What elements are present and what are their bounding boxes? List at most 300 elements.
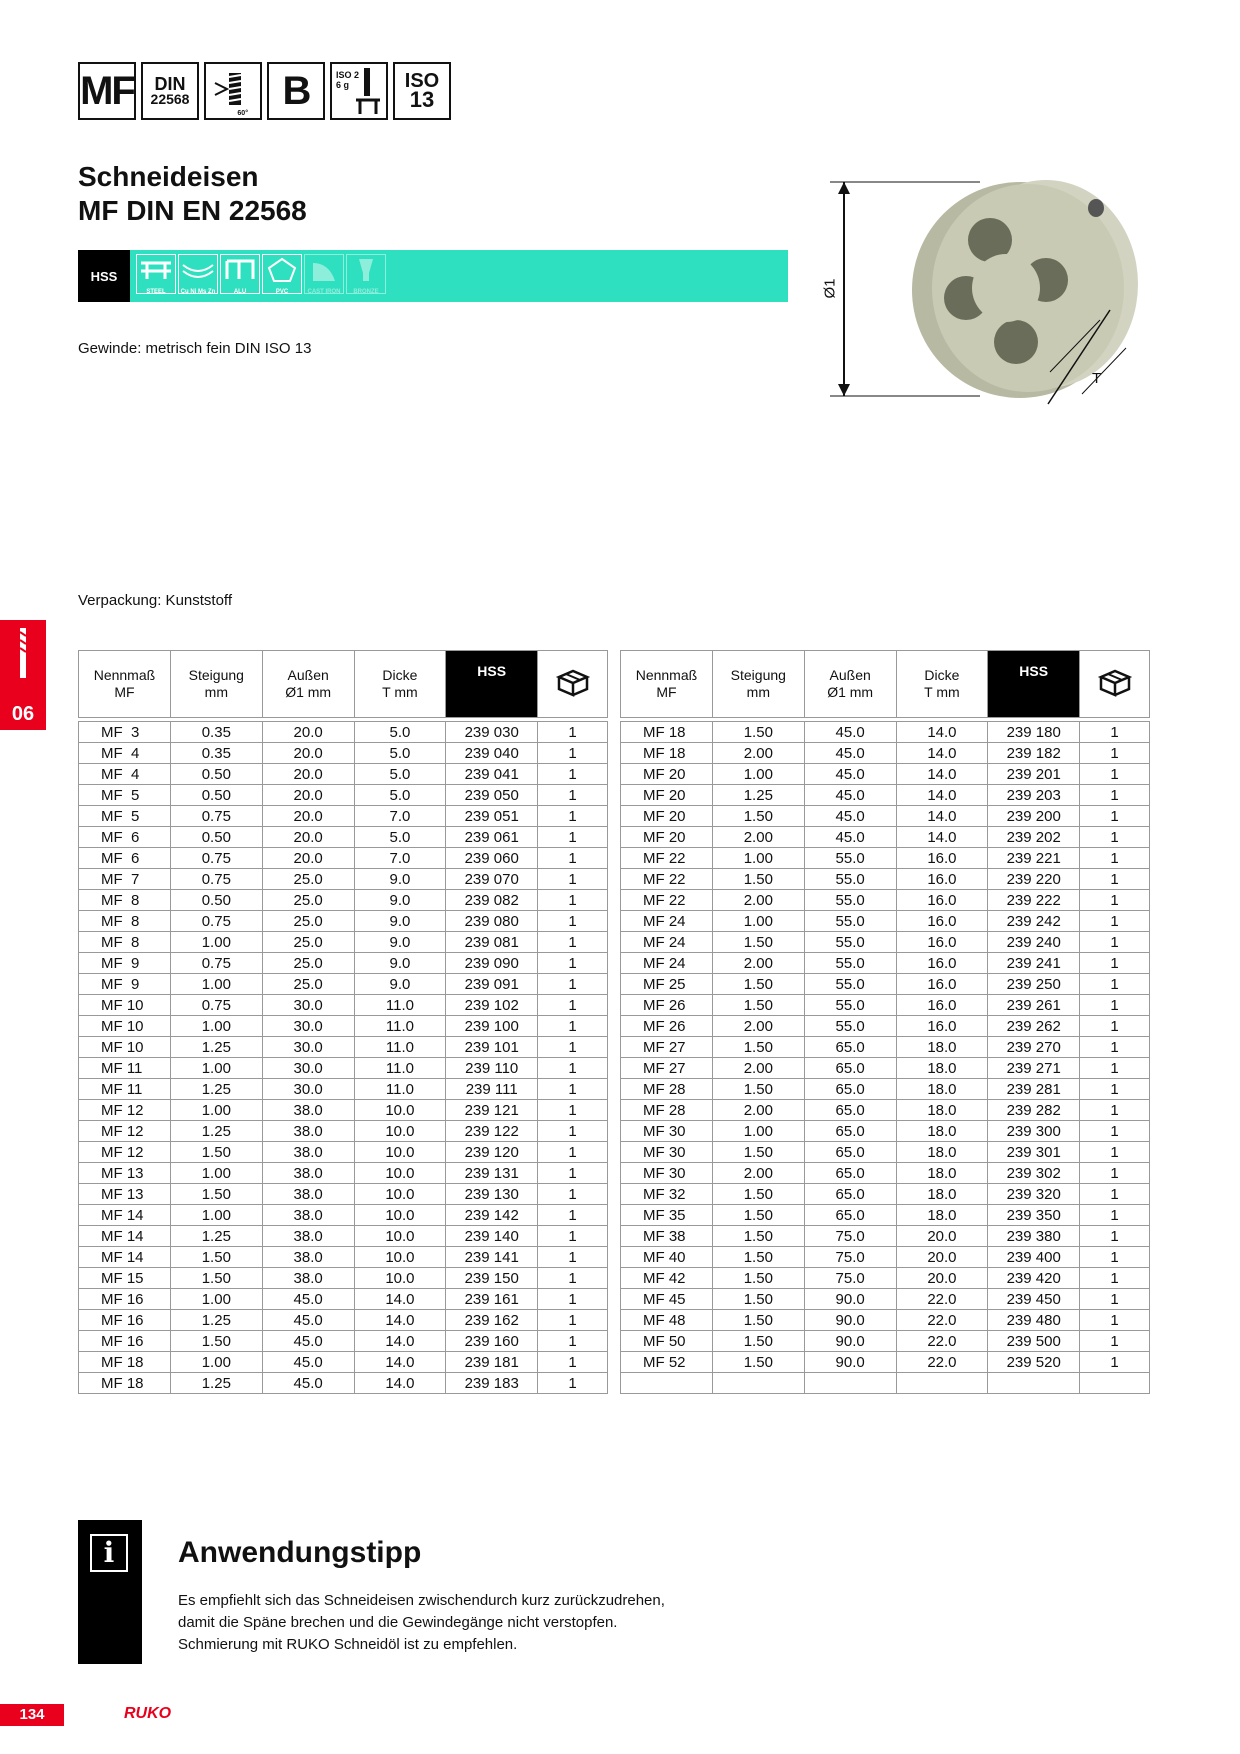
col-aussen: Außen Ø1 mm <box>804 651 896 718</box>
table-row <box>79 1268 608 1289</box>
cell-dicke: 20.0 <box>896 1247 988 1268</box>
cell-nennmass: MF 20 <box>621 764 713 785</box>
cell-aussen: 65.0 <box>804 1142 896 1163</box>
diameter-label: Ø1 <box>821 278 839 299</box>
cell-nennmass: MF 12 <box>79 1100 171 1121</box>
cell-nennmass: MF 28 <box>621 1079 713 1100</box>
cell-dicke: 18.0 <box>896 1058 988 1079</box>
cell-quantity: 1 <box>1080 1100 1150 1121</box>
cell-steigung: 1.50 <box>712 1289 804 1310</box>
material-label: Cu Ni Ms Zn <box>180 289 216 295</box>
table-row <box>79 827 608 848</box>
cell-nennmass: MF 11 <box>79 1079 171 1100</box>
cell-nennmass: MF 30 <box>621 1142 713 1163</box>
cell-quantity: 1 <box>538 974 608 995</box>
table-row <box>79 806 608 827</box>
cell-dicke: 16.0 <box>896 1016 988 1037</box>
cell-quantity: 1 <box>538 1352 608 1373</box>
col-dicke: Dicke T mm <box>354 651 446 718</box>
material-label: ALU <box>233 289 247 295</box>
cell-dicke: 10.0 <box>354 1205 446 1226</box>
cell-steigung: 1.50 <box>712 722 804 743</box>
cell-article: 239 030 <box>446 722 538 743</box>
cell-aussen: 25.0 <box>262 890 354 911</box>
cell-nennmass: MF 38 <box>621 1226 713 1247</box>
cell-dicke: 18.0 <box>896 1121 988 1142</box>
cell-steigung: 0.35 <box>170 743 262 764</box>
table-row <box>79 1100 608 1121</box>
packaging-info: Verpackung: Kunststoff <box>78 592 232 609</box>
cell-quantity: 1 <box>538 1205 608 1226</box>
table-row <box>79 974 608 995</box>
cell-quantity: 1 <box>1080 1310 1150 1331</box>
cell-article: 239 060 <box>446 848 538 869</box>
cell-steigung: 0.50 <box>170 785 262 806</box>
cell-aussen: 38.0 <box>262 1205 354 1226</box>
thickness-label: T <box>1092 370 1102 387</box>
cell-nennmass: MF 10 <box>79 1037 171 1058</box>
cell-steigung: 1.25 <box>170 1121 262 1142</box>
cell-steigung: 2.00 <box>712 1100 804 1121</box>
cell-nennmass: MF 18 <box>79 1352 171 1373</box>
cell-quantity: 1 <box>538 1079 608 1100</box>
cell-steigung: 1.50 <box>712 1226 804 1247</box>
cell-article: 239 300 <box>988 1121 1080 1142</box>
table-row <box>79 1226 608 1247</box>
cell-article: 239 142 <box>446 1205 538 1226</box>
cell-quantity: 1 <box>538 953 608 974</box>
material-band <box>78 250 788 302</box>
section-number: 06 <box>11 703 35 725</box>
col-steigung: Steigung mm <box>712 651 804 718</box>
cell-dicke: 9.0 <box>354 869 446 890</box>
cell-dicke: 18.0 <box>896 1100 988 1121</box>
cell-nennmass: MF 16 <box>79 1331 171 1352</box>
brand-logo: RUKO <box>124 1705 172 1722</box>
table-row <box>79 848 608 869</box>
cell-quantity: 1 <box>538 806 608 827</box>
cell-aussen: 38.0 <box>262 1163 354 1184</box>
cell-dicke: 14.0 <box>896 722 988 743</box>
cell-dicke: 11.0 <box>354 1079 446 1100</box>
din-bottom: 22568 <box>150 91 190 107</box>
cell-dicke: 18.0 <box>896 1037 988 1058</box>
page-title <box>78 160 307 228</box>
cell-dicke: 5.0 <box>354 827 446 848</box>
cell-quantity: 1 <box>538 890 608 911</box>
cell-nennmass: MF 3 <box>79 722 171 743</box>
cell-quantity: 1 <box>1080 1142 1150 1163</box>
cell-article: 239 520 <box>988 1352 1080 1373</box>
cell-article: 239 122 <box>446 1121 538 1142</box>
cell-aussen: 45.0 <box>804 764 896 785</box>
cell-aussen: 90.0 <box>804 1289 896 1310</box>
cell-steigung: 1.00 <box>170 1352 262 1373</box>
cell-aussen: 55.0 <box>804 1016 896 1037</box>
cell-dicke: 16.0 <box>896 932 988 953</box>
cell-quantity: 1 <box>1080 1184 1150 1205</box>
cell-dicke: 22.0 <box>896 1289 988 1310</box>
cell-steigung: 1.00 <box>170 1163 262 1184</box>
cell-nennmass: MF 8 <box>79 932 171 953</box>
cell-aussen: 45.0 <box>262 1310 354 1331</box>
thread-angle-badge <box>204 62 262 120</box>
cell-aussen: 65.0 <box>804 1205 896 1226</box>
cell-nennmass: MF 27 <box>621 1058 713 1079</box>
cell-steigung: 1.50 <box>712 1142 804 1163</box>
cell-quantity: 1 <box>538 722 608 743</box>
table-row <box>621 1205 1150 1226</box>
material-label: BRONZE <box>353 289 379 295</box>
cell-steigung: 2.00 <box>712 953 804 974</box>
cell-article: 239 271 <box>988 1058 1080 1079</box>
cell-dicke: 14.0 <box>354 1331 446 1352</box>
cell-nennmass: MF 4 <box>79 764 171 785</box>
cell-steigung <box>712 1373 804 1394</box>
cell-quantity: 1 <box>1080 1352 1150 1373</box>
cell-article: 239 203 <box>988 785 1080 806</box>
tol-bottom: 6 g <box>336 80 350 90</box>
cell-nennmass: MF 25 <box>621 974 713 995</box>
cell-nennmass: MF 13 <box>79 1184 171 1205</box>
cell-quantity: 1 <box>538 1268 608 1289</box>
cell-steigung: 1.00 <box>712 1121 804 1142</box>
cell-nennmass: MF 8 <box>79 890 171 911</box>
cell-aussen: 55.0 <box>804 995 896 1016</box>
bronze-icon <box>347 255 385 285</box>
material-label: CAST IRON <box>307 289 341 295</box>
angle-label: 60° <box>237 110 248 117</box>
cell-nennmass: MF 24 <box>621 911 713 932</box>
table-row <box>621 1163 1150 1184</box>
cell-quantity: 1 <box>538 995 608 1016</box>
cell-steigung: 0.50 <box>170 764 262 785</box>
cell-article: 239 183 <box>446 1373 538 1394</box>
cell-dicke: 16.0 <box>896 848 988 869</box>
cast-iron-icon <box>305 255 343 285</box>
cell-quantity: 1 <box>1080 743 1150 764</box>
cell-article: 239 041 <box>446 764 538 785</box>
cell-steigung: 1.00 <box>712 911 804 932</box>
col-nennmass: Nennmaß MF <box>621 651 713 718</box>
info-text <box>178 1590 778 1656</box>
cell-quantity: 1 <box>1080 1121 1150 1142</box>
material-pvc <box>262 254 302 294</box>
table-row <box>79 1184 608 1205</box>
info-line: Schmierung mit RUKO Schneidöl ist zu empfehlen. <box>178 1636 518 1653</box>
cell-dicke: 14.0 <box>896 764 988 785</box>
cell-article: 239 181 <box>446 1352 538 1373</box>
cell-aussen: 90.0 <box>804 1310 896 1331</box>
material-label: STEEL <box>146 289 166 295</box>
cell-dicke: 5.0 <box>354 785 446 806</box>
iso-badge <box>393 62 451 120</box>
cell-steigung: 1.50 <box>712 932 804 953</box>
table-row <box>621 1016 1150 1037</box>
col-package <box>538 651 608 718</box>
tolerance-badge <box>330 62 388 120</box>
cell-aussen: 38.0 <box>262 1100 354 1121</box>
cell-steigung: 1.50 <box>712 1037 804 1058</box>
cell-quantity: 1 <box>538 1184 608 1205</box>
cell-dicke: 10.0 <box>354 1268 446 1289</box>
steel-icon <box>137 255 175 285</box>
cell-quantity: 1 <box>538 764 608 785</box>
cell-nennmass: MF 35 <box>621 1205 713 1226</box>
cell-aussen: 75.0 <box>804 1247 896 1268</box>
cell-steigung: 1.25 <box>170 1310 262 1331</box>
cell-nennmass: MF 4 <box>79 743 171 764</box>
cell-aussen: 75.0 <box>804 1226 896 1247</box>
cell-aussen: 30.0 <box>262 1079 354 1100</box>
cell-article: 239 301 <box>988 1142 1080 1163</box>
cell-dicke: 14.0 <box>896 743 988 764</box>
cell-dicke: 10.0 <box>354 1247 446 1268</box>
cell-article: 239 281 <box>988 1079 1080 1100</box>
cell-dicke: 16.0 <box>896 869 988 890</box>
cell-article: 239 270 <box>988 1037 1080 1058</box>
pentagon-icon <box>263 255 301 285</box>
cell-nennmass: MF 10 <box>79 995 171 1016</box>
table-row <box>79 1352 608 1373</box>
cell-article: 239 201 <box>988 764 1080 785</box>
table-row <box>621 1373 1150 1394</box>
table-row <box>79 1163 608 1184</box>
cell-article: 239 150 <box>446 1268 538 1289</box>
din-badge <box>141 62 199 120</box>
col-dicke: Dicke T mm <box>896 651 988 718</box>
table-row <box>79 722 608 743</box>
table-row <box>621 1289 1150 1310</box>
tool-icon <box>0 620 46 690</box>
pipe-icon <box>179 255 217 285</box>
cell-nennmass: MF 28 <box>621 1100 713 1121</box>
cell-article: 239 040 <box>446 743 538 764</box>
cell-aussen: 45.0 <box>804 743 896 764</box>
cell-quantity: 1 <box>1080 974 1150 995</box>
cell-dicke: 11.0 <box>354 1016 446 1037</box>
cell-quantity: 1 <box>538 1016 608 1037</box>
table-row <box>79 785 608 806</box>
cell-nennmass: MF 26 <box>621 995 713 1016</box>
cell-quantity: 1 <box>1080 848 1150 869</box>
col-hss: HSS <box>988 651 1080 718</box>
cell-aussen: 55.0 <box>804 953 896 974</box>
cell-steigung: 1.00 <box>170 1016 262 1037</box>
cell-nennmass: MF 14 <box>79 1226 171 1247</box>
cell-steigung: 1.50 <box>712 974 804 995</box>
cell-dicke: 16.0 <box>896 995 988 1016</box>
cell-article: 239 111 <box>446 1079 538 1100</box>
cell-nennmass: MF 32 <box>621 1184 713 1205</box>
col-package <box>1080 651 1150 718</box>
cell-article: 239 080 <box>446 911 538 932</box>
cell-article: 239 110 <box>446 1058 538 1079</box>
cell-article: 239 051 <box>446 806 538 827</box>
cell-aussen: 20.0 <box>262 722 354 743</box>
cell-quantity: 1 <box>1080 869 1150 890</box>
cell-quantity: 1 <box>1080 827 1150 848</box>
cell-steigung: 1.50 <box>712 806 804 827</box>
cell-dicke: 10.0 <box>354 1121 446 1142</box>
cell-steigung: 0.50 <box>170 890 262 911</box>
cell-article: 239 480 <box>988 1310 1080 1331</box>
cell-quantity: 1 <box>1080 890 1150 911</box>
table-row <box>79 1058 608 1079</box>
cell-nennmass: MF 22 <box>621 869 713 890</box>
cell-nennmass: MF 20 <box>621 785 713 806</box>
cell-aussen: 55.0 <box>804 932 896 953</box>
mf-label: MF <box>80 68 134 113</box>
cell-aussen: 90.0 <box>804 1352 896 1373</box>
cell-dicke: 14.0 <box>354 1310 446 1331</box>
cell-quantity: 1 <box>538 1037 608 1058</box>
cell-article: 239 200 <box>988 806 1080 827</box>
cell-aussen: 25.0 <box>262 911 354 932</box>
cell-nennmass: MF 11 <box>79 1058 171 1079</box>
cell-steigung: 0.75 <box>170 911 262 932</box>
table-row <box>621 911 1150 932</box>
cell-article: 239 131 <box>446 1163 538 1184</box>
cell-nennmass: MF 5 <box>79 785 171 806</box>
table-row <box>621 995 1150 1016</box>
cell-nennmass: MF 16 <box>79 1310 171 1331</box>
cell-aussen: 20.0 <box>262 785 354 806</box>
cell-article: 239 120 <box>446 1142 538 1163</box>
cell-steigung: 2.00 <box>712 890 804 911</box>
cell-dicke: 5.0 <box>354 722 446 743</box>
cell-nennmass: MF 24 <box>621 953 713 974</box>
cell-aussen: 55.0 <box>804 869 896 890</box>
cell-dicke: 10.0 <box>354 1142 446 1163</box>
cell-aussen: 20.0 <box>262 764 354 785</box>
cell-steigung: 1.00 <box>712 764 804 785</box>
material-cast-iron <box>304 254 344 294</box>
cell-dicke: 11.0 <box>354 1058 446 1079</box>
cell-aussen: 30.0 <box>262 995 354 1016</box>
cell-aussen: 45.0 <box>262 1352 354 1373</box>
cell-steigung: 2.00 <box>712 827 804 848</box>
table-row <box>621 1037 1150 1058</box>
table-row <box>79 1310 608 1331</box>
col-nennmass: Nennmaß MF <box>79 651 171 718</box>
page-number: 134 <box>0 1704 64 1726</box>
cell-dicke: 20.0 <box>896 1226 988 1247</box>
table-row <box>621 785 1150 806</box>
cell-article: 239 320 <box>988 1184 1080 1205</box>
cell-steigung: 0.35 <box>170 722 262 743</box>
table-row <box>621 1331 1150 1352</box>
tolerance-icon <box>332 64 386 118</box>
cell-article: 239 220 <box>988 869 1080 890</box>
table-row <box>79 1016 608 1037</box>
cell-steigung: 1.25 <box>170 1226 262 1247</box>
cell-article <box>988 1373 1080 1394</box>
cell-dicke: 14.0 <box>354 1289 446 1310</box>
cell-quantity: 1 <box>538 848 608 869</box>
info-bar <box>78 1520 142 1664</box>
cell-steigung: 2.00 <box>712 1058 804 1079</box>
product-table-left <box>78 650 608 1394</box>
table-row <box>621 1058 1150 1079</box>
cell-dicke: 18.0 <box>896 1184 988 1205</box>
info-line: Es empfiehlt sich das Schneideisen zwischendurch kurz zurückzudrehen, <box>178 1592 665 1609</box>
cell-article: 239 061 <box>446 827 538 848</box>
cell-steigung: 1.50 <box>170 1268 262 1289</box>
cell-steigung: 1.50 <box>712 995 804 1016</box>
cell-dicke: 16.0 <box>896 911 988 932</box>
cell-nennmass: MF 8 <box>79 911 171 932</box>
cell-steigung: 1.25 <box>712 785 804 806</box>
cell-steigung: 1.00 <box>170 1289 262 1310</box>
cell-nennmass: MF 6 <box>79 848 171 869</box>
cell-article: 239 101 <box>446 1037 538 1058</box>
cell-quantity: 1 <box>538 827 608 848</box>
cell-nennmass: MF 15 <box>79 1268 171 1289</box>
cell-aussen: 45.0 <box>262 1331 354 1352</box>
cell-quantity: 1 <box>538 1058 608 1079</box>
table-row <box>621 1121 1150 1142</box>
cell-dicke: 7.0 <box>354 848 446 869</box>
cell-nennmass: MF 16 <box>79 1289 171 1310</box>
cell-steigung: 1.00 <box>170 1100 262 1121</box>
cell-aussen: 30.0 <box>262 1037 354 1058</box>
cell-nennmass: MF 48 <box>621 1310 713 1331</box>
cell-quantity: 1 <box>538 932 608 953</box>
cell-article: 239 102 <box>446 995 538 1016</box>
cell-quantity: 1 <box>1080 911 1150 932</box>
cell-steigung: 1.50 <box>170 1142 262 1163</box>
cell-aussen: 55.0 <box>804 974 896 995</box>
cell-quantity: 1 <box>538 743 608 764</box>
cell-steigung: 1.50 <box>170 1184 262 1205</box>
cell-article: 239 141 <box>446 1247 538 1268</box>
cell-dicke: 9.0 <box>354 890 446 911</box>
cell-dicke <box>896 1373 988 1394</box>
cell-nennmass: MF 20 <box>621 806 713 827</box>
cell-quantity: 1 <box>538 1247 608 1268</box>
cell-article: 239 261 <box>988 995 1080 1016</box>
table-row <box>621 1142 1150 1163</box>
cell-aussen: 38.0 <box>262 1226 354 1247</box>
cell-aussen: 45.0 <box>804 722 896 743</box>
table-row <box>79 1079 608 1100</box>
cell-nennmass: MF 13 <box>79 1163 171 1184</box>
cell-aussen: 38.0 <box>262 1184 354 1205</box>
cell-aussen: 55.0 <box>804 890 896 911</box>
iso-top: ISO <box>404 70 440 92</box>
cell-steigung: 1.50 <box>712 1247 804 1268</box>
cell-aussen: 65.0 <box>804 1184 896 1205</box>
material-alu <box>220 254 260 294</box>
cell-article: 239 500 <box>988 1331 1080 1352</box>
cell-dicke: 14.0 <box>896 806 988 827</box>
cell-quantity: 1 <box>538 1289 608 1310</box>
table-row <box>79 869 608 890</box>
cell-quantity: 1 <box>538 785 608 806</box>
cell-nennmass: MF 14 <box>79 1247 171 1268</box>
cell-quantity: 1 <box>1080 1163 1150 1184</box>
cell-dicke: 18.0 <box>896 1079 988 1100</box>
cell-aussen: 20.0 <box>262 827 354 848</box>
cell-aussen: 30.0 <box>262 1058 354 1079</box>
cell-quantity <box>1080 1373 1150 1394</box>
cell-steigung: 2.00 <box>712 743 804 764</box>
cell-quantity: 1 <box>1080 1268 1150 1289</box>
cell-dicke: 10.0 <box>354 1100 446 1121</box>
cell-article: 239 082 <box>446 890 538 911</box>
cell-aussen: 55.0 <box>804 848 896 869</box>
